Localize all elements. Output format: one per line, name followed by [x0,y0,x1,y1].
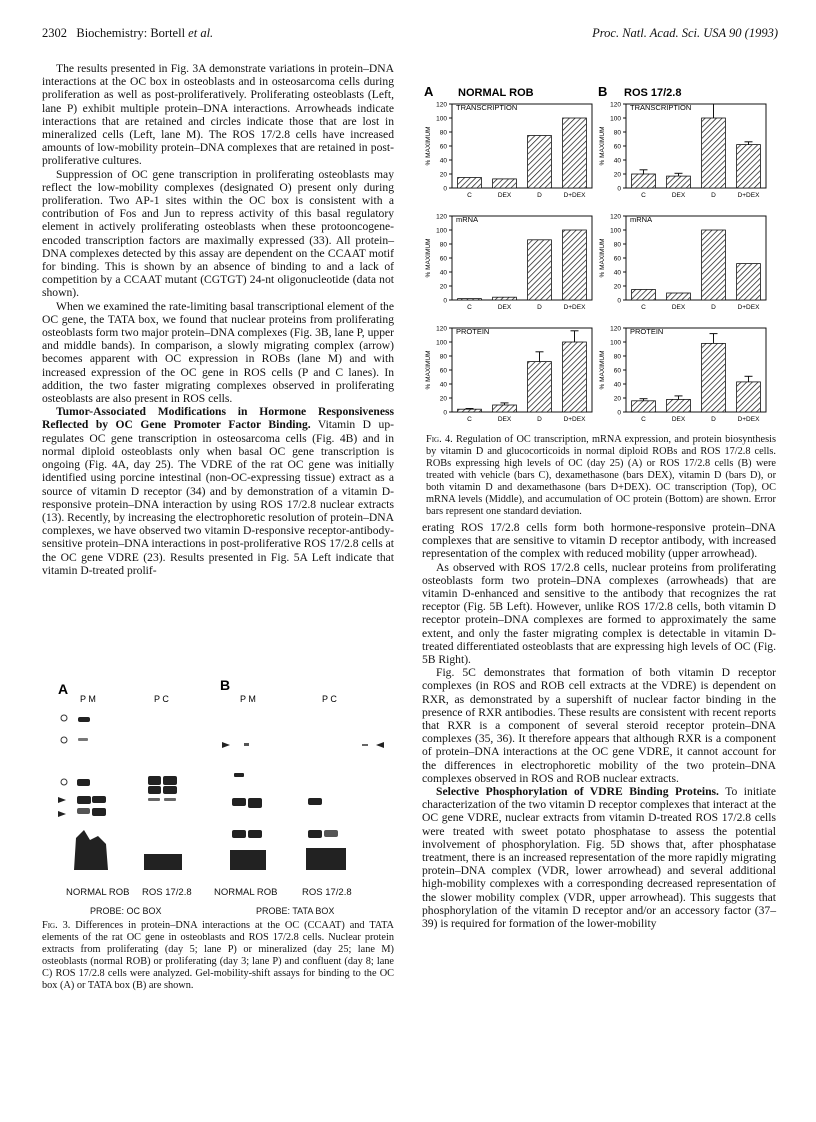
fig3-lanes-a1: P M [80,694,96,704]
left-paragraph-3: When we examined the rate-limiting basal transcriptional element of the OC gene, the TATA box, we found that nuclear proteins from proliferating osteoblasts form two major protein–DNA complexes (Fig. 3B, lane P, upper and middle bands). In comparison, a slowly migrating complex (arrow) becomes apparent with OC expression in ROBs (lane M) and with increased expression of the OC gene in ROS cells (P and C lanes). In addition, the two faster migrating complexes observed in proliferating osteoblasts are also present in ROS cells. [42,299,394,406]
x-tick-label: DEX [671,192,686,199]
fig3-label-ros-b: ROS 17/2.8 [302,887,352,898]
y-tick-label: 60 [613,367,621,375]
bar-dex [667,293,691,300]
y-tick-label: 20 [613,283,621,291]
bar-dex [493,297,517,300]
y-tick-label: 20 [613,395,621,403]
y-tick-label: 120 [610,101,621,109]
bar-dex [493,405,517,412]
y-tick-label: 0 [443,409,447,417]
x-tick-label: C [467,304,472,311]
y-tick-label: 40 [613,381,621,389]
fig3-label-ros-a: ROS 17/2.8 [142,887,192,898]
y-tick-label: 120 [436,213,447,221]
x-tick-label: D [711,416,716,423]
x-tick-label: D+DEX [737,304,760,311]
fig3-lanes-b1: P M [240,694,256,704]
bar-c [458,409,482,412]
x-tick-label: DEX [671,304,686,311]
y-tick-label: 80 [613,353,621,361]
x-tick-label: D [711,304,716,311]
fig3-lanes-a2: P C [154,694,169,704]
x-tick-label: D+DEX [737,416,760,423]
fig3-probe-b: PROBE: TATA BOX [256,906,335,916]
plot-title: TRANSCRIPTION [456,103,518,112]
bar-d [702,343,726,412]
fig3-caption-text: Differences in protein–DNA interactions at the OC (CCAAT) and TATA elements of the rat OC gene in osteoblasts and ROS 17/2.8 cells. Nuclear protein extracts from proliferating (day 5; lane P) or mineralized (day 25; lane M) osteoblasts (normal ROB) or proliferating (day 3; lane P) and confluent (day 8; lane C) ROS 17/2.8 cells were analyzed. Gel-mobility-shift assays for binding to the OC box (A) or TATA box (B) are shown. [42,920,394,991]
plot-title: mRNA [630,215,653,224]
x-tick-label: D [537,416,542,423]
y-tick-label: 120 [610,213,621,221]
fig4-title-b: ROS 17/2.8 [624,87,682,99]
fig3-panel-b-label: B [220,680,231,693]
y-tick-label: 40 [439,269,447,277]
y-tick-label: 0 [443,185,447,193]
right-paragraph-4 [422,785,776,930]
plot-title: mRNA [456,215,479,224]
bar-d [528,240,552,300]
bar-c [458,299,482,300]
x-tick-label: C [467,192,472,199]
right-paragraph-2: As observed with ROS 17/2.8 cells, nuclear proteins from proliferating osteoblasts form two protein–DNA complexes (arrowheads) that are vitamin D-enhanced and sensitive to the antibody that recognizes the rat receptor (Fig. 5B Left). However, unlike ROS 17/2.8 cells, both vitamin D receptor protein–DNA complexes are formed to approximately the same extent, and only the faster migrating complex is detectable in vitamin D-treated differentiated osteoblasts that are expressing high levels of OC (Fig. 5B Right). [422,560,776,667]
x-tick-label: C [641,304,646,311]
y-axis-label: % MAXIMUM [425,350,432,390]
bar-d-dex [563,118,587,188]
y-tick-label: 100 [610,227,621,235]
fig3-label-normal-b: NORMAL ROB [214,887,278,898]
y-tick-label: 0 [617,297,621,305]
bar-c [632,290,656,301]
x-tick-label: DEX [497,192,512,199]
figure-3-caption [42,920,394,992]
y-tick-label: 120 [436,101,447,109]
figure-4-caption [426,434,776,518]
y-tick-label: 80 [439,129,447,137]
left-paragraph-4-body: Vitamin D up-regulates OC gene transcription in osteosarcoma cells (Fig. 4B) and in normal diploid osteoblasts only when basal OC gene transcription is ongoing (Fig. 4A, day 25). The VDRE of the rat OC gene was initially identified using porcine intestinal (non-OC-expressing tissue) extract as a source of vitamin D receptor (34) and by demonstration of a vitamin D-responsive protein–DNA interaction by using ROS 17/2.8 nuclear extracts (13). Recently, by increasing the electrophoretic resolution of protein–DNA complexes, we have observed two vitamin D-responsive receptor-antibody-sensitive protein–DNA interactions in post-proliferative ROS 17/2.8 cells at the OC gene VDRE (23). Results presented in Fig. 5A Left indicate that vitamin D-treated prolif- [42,418,394,577]
left-paragraph-2: Suppression of OC gene transcription in proliferating osteoblasts may reflect the low-mobility complexes (designated O) present only during proliferation. Two AP-1 sites within the OC box is consistent with a contribution of Fos and Jun to repress activity of this basal regulatory element in actively proliferating osteoblasts when these protooncogene-encoded transcription factors are maximally expressed (33). All protein–DNA complexes detected by this assay are dependent on the CCAAT motif for binding. This is shown by an absence of binding to and a lack of competition by a CCAAT mutant (CGTGT) 24-nt oligonucleotide (data not shown). [42,167,394,300]
y-tick-label: 120 [436,325,447,333]
y-tick-label: 120 [610,325,621,333]
x-tick-label: D+DEX [563,192,586,199]
x-tick-label: D [711,192,716,199]
y-tick-label: 100 [610,115,621,123]
y-tick-label: 40 [613,157,621,165]
y-tick-label: 80 [613,241,621,249]
bar-d-dex [563,230,587,300]
y-tick-label: 60 [613,255,621,263]
y-tick-label: 0 [443,297,447,305]
bar-c [632,174,656,188]
x-tick-label: D+DEX [563,304,586,311]
y-tick-label: 80 [439,353,447,361]
running-header-right: Proc. Natl. Acad. Sci. USA 90 (1993) [592,26,778,40]
y-tick-label: 100 [436,227,447,235]
fig3-label-normal-a: NORMAL ROB [66,887,130,898]
fig4-caption-lead: Fig. 4. [426,434,453,445]
x-tick-label: DEX [671,416,686,423]
fig4-caption-text: Regulation of OC transcription, mRNA expression, and protein biosynthesis by vitamin D and glucocorticoids in normal diploid ROBs and ROS 17/2.8 cells. ROBs expressing high levels of OC (day 25) (A) or ROS 17/2.8 cells (B) were treated with vehicle (bars C), dexamethasone (bars DEX), vitamin D (bars D), or both vitamin D and dexamethasone (bars D+DEX). OC transcription (Top), OC mRNA levels (Middle), and accumulation of OC protein (Bottom) are shown. Error bars represent one standard deviation. [426,434,776,517]
bar-d-dex [737,264,761,300]
right-paragraph-1: erating ROS 17/2.8 cells form both hormone-responsive protein–DNA complexes that are sensitive to vitamin D receptor antibody, with increased representation of the complex with reduced mobility (upper arrowhead). [422,521,776,561]
fig3-caption-lead: Fig. 3. [42,920,71,931]
y-tick-label: 80 [439,241,447,249]
right-paragraph-4-body: To initiate characterization of the two vitamin D receptor complexes that interact at the OC gene VDRE, nuclear extracts from vitamin D-treated ROS 17/2.8 cells were treated with sweet potato phosphatase to assess the potential involvement of phosphorylation. Fig. 5D shows that, after phosphatase treatment, there is an increased representation of the more rapidly migrating protein–DNA complex (VDR, lower arrowhead) and several additional high-mobility complexes with a corresponding decreased representation of the slower mobility complex (VDR, upper arrowhead). This suggests that phosphorylation of the vitamin D receptor and/or an accessory factor (37–39) is required for formation of the lower-mobility [422,785,776,931]
bar-dex [667,176,691,188]
y-axis-label: % MAXIMUM [599,126,606,166]
y-tick-label: 40 [613,269,621,277]
x-tick-label: DEX [497,304,512,311]
y-tick-label: 60 [439,143,447,151]
bar-d [528,362,552,412]
left-paragraph-4 [42,405,394,577]
fig3-probe-a: PROBE: OC BOX [90,906,162,916]
x-tick-label: C [467,416,472,423]
y-tick-label: 100 [610,339,621,347]
bar-c [632,401,656,412]
right-column [422,521,776,930]
y-tick-label: 60 [613,143,621,151]
bar-dex [667,399,691,412]
y-axis-label: % MAXIMUM [599,350,606,390]
bar-d [702,230,726,300]
y-tick-label: 40 [439,381,447,389]
fig4-title-a: NORMAL ROB [458,87,534,99]
y-axis-label: % MAXIMUM [425,126,432,166]
left-paragraph-1: The results presented in Fig. 3A demonstrate variations in protein–DNA interactions at the OC box in osteoblasts and in osteosarcoma cells during proliferation as well as post-proliferatively. Proliferating osteoblasts (Left, lane P) exhibit multiple protein–DNA interactions. Arrowheads indicate interactions that are retained and circles indicate those that are lost in mineralized cells (Left, lane M). The ROS 17/2.8 cells have increased amounts of low-mobility protein–DNA complexes that are retained in post-proliferative cultures. [42,62,394,168]
bar-d [528,136,552,189]
y-tick-label: 40 [439,157,447,165]
y-tick-label: 0 [617,409,621,417]
journal-name: Biochemistry: Bortell [76,26,186,40]
plot-title: PROTEIN [456,327,490,336]
bar-c [458,178,482,189]
y-tick-label: 100 [436,339,447,347]
bar-d-dex [737,382,761,412]
y-tick-label: 60 [439,255,447,263]
fig3-panel-a-label: A [58,681,69,697]
x-tick-label: D [537,304,542,311]
fig4-plot-a-protein [425,326,592,424]
figure-3-gels [44,680,394,880]
x-tick-label: C [641,192,646,199]
section-heading-phosphorylation: Selective Phosphorylation of VDRE Binding Proteins. [436,785,719,799]
figure-4-charts [422,84,772,429]
right-paragraph-3: Fig. 5C demonstrates that formation of both vitamin D receptor complexes (in ROS and ROB cell extracts at the VDRE) is dependent on RXR, as demonstrated by a supershift of nuclear factor binding in the presence of RXR antibodies. These results are consistent with recent reports that RXR is a component of several steroid receptor protein–DNA complexes (35, 36). It therefore appears that although RXR is a component of protein–DNA interactions at the OC gene VDRE, it cannot account for the differences in electrophoretic mobility of the two protein–DNA complexes observed in ROS and ROB nuclear extracts. [422,666,776,785]
fig4-panel-a-label: A [424,84,434,99]
fig4-plot-b-protein [599,326,766,424]
fig4-panel-b-label: B [598,84,608,99]
y-tick-label: 0 [617,185,621,193]
running-header-left [42,26,213,41]
plot-title: PROTEIN [630,327,664,336]
left-column [42,62,394,577]
x-tick-label: DEX [497,416,512,423]
y-axis-label: % MAXIMUM [425,238,432,278]
bar-d [702,118,726,188]
bar-dex [493,179,517,188]
fig4-plot-a-transcription [425,102,592,200]
y-tick-label: 100 [436,115,447,123]
page-number: 2302 [42,26,67,40]
y-tick-label: 60 [439,367,447,375]
y-tick-label: 20 [439,283,447,291]
x-tick-label: D+DEX [737,192,760,199]
plot-title: TRANSCRIPTION [630,103,692,112]
fig4-plot-b-mrna [599,214,766,312]
y-tick-label: 20 [613,171,621,179]
fig3-lanes-b2: P C [322,694,337,704]
x-tick-label: C [641,416,646,423]
x-tick-label: D [537,192,542,199]
bar-d-dex [737,145,761,188]
fig4-plot-a-mrna [425,214,592,312]
journal-etal: et al. [188,26,214,40]
y-tick-label: 20 [439,395,447,403]
y-tick-label: 20 [439,171,447,179]
x-tick-label: D+DEX [563,416,586,423]
y-axis-label: % MAXIMUM [599,238,606,278]
fig4-plot-b-transcription [599,102,766,200]
bar-d-dex [563,342,587,412]
section-heading-tumor: Tumor-Associated Modifications in Hormone Responsiveness Reflected by OC Gene Promoter Factor Binding. [42,405,394,432]
y-tick-label: 80 [613,129,621,137]
